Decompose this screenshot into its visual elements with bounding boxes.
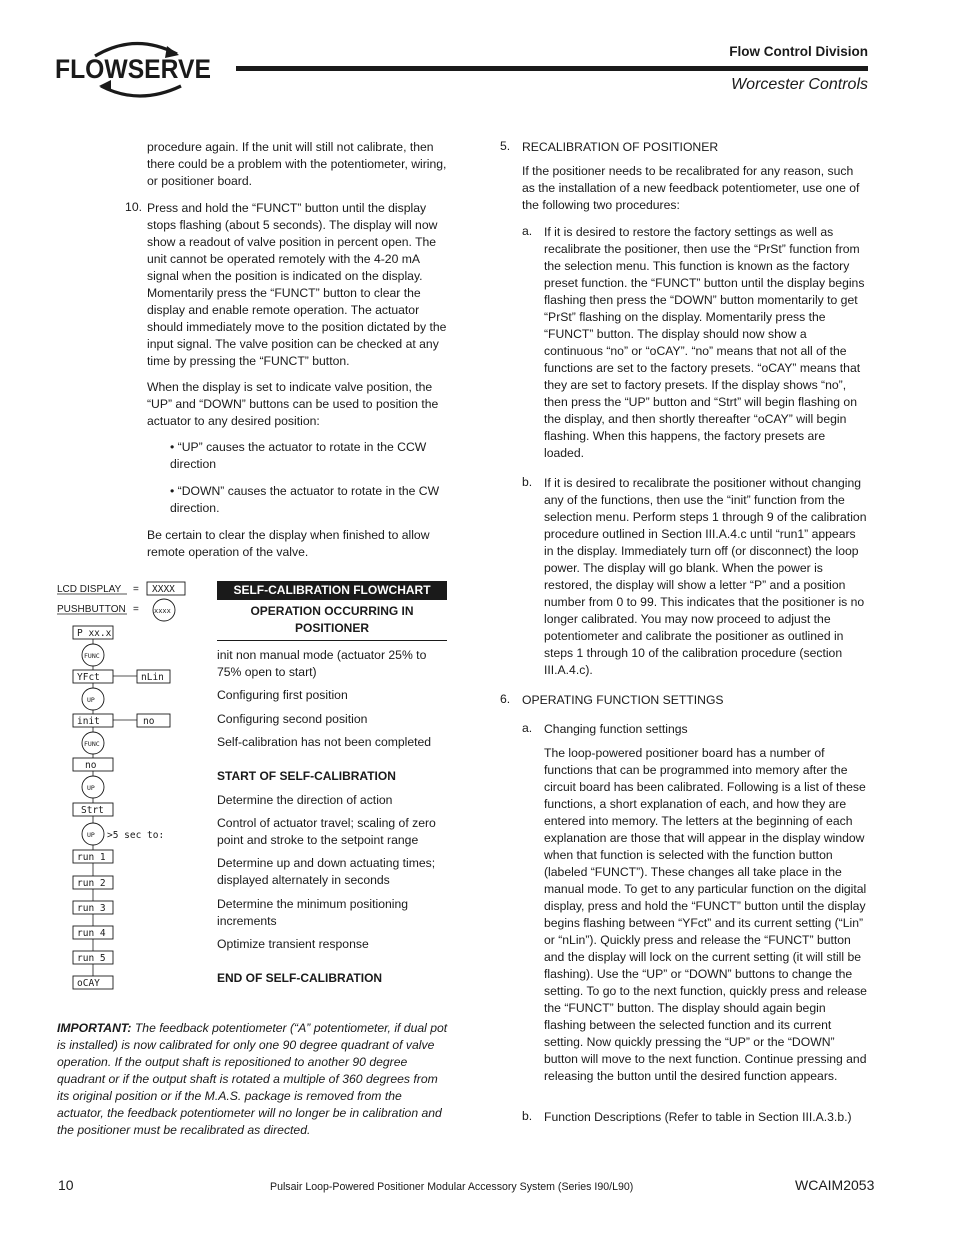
step-10-text: Press and hold the “FUNCT” button until the display stops flashing (about 5 seconds). The display will now show a readout of valve position in percent open. The unit cannot be operated remotely with the 4-20 mA signal when the position is indicated on the display. Momentarily press the “FUNCT” button to clear the display and enable remote operation. The actuator should immediately move to the position dictated by the input signal. The valve position can be checked at any time by pressing the “FUNCT” button. xyxy=(147,201,447,368)
section-5-title: RECALIBRATION OF POSITIONER xyxy=(522,140,719,154)
header-rule xyxy=(236,66,868,71)
button-step-8: UP xyxy=(87,784,95,792)
section-5-number: 5. xyxy=(500,139,511,153)
lcd-step-5: init xyxy=(77,716,100,727)
item-b2-marker: b. xyxy=(522,1109,533,1123)
item-a2-title: Changing function settings xyxy=(544,722,688,736)
lcd-step-5b: no xyxy=(143,716,155,727)
operation-6: Control of actuator travel; scaling of zero point and stroke to the setpoint range xyxy=(217,816,436,847)
item-a-text: If it is desired to restore the factory settings as well as recalibrate the positioner, then use the “PrSt” function from the selection menu. This function is known as the factory preset function. the “FUNCT” button until the display begins flashing then press the “DOWN” button momentarily to get “PrSt” flashing on the display. Momentarily press the “FUNCT” button. The display should now show a continuous “no” or “oCAY”. “no” means that not all of the functions are set to the factory presets. “oCAY” means that they are set to factory presets. If the display shows “no”, then press the “UP” button and “Strt” will begin flashing on the display, and then shortly thereafter “oCAY” will begin flashing. When this happens, the factory presets are loaded. xyxy=(544,225,865,460)
page-number: 10 xyxy=(58,1177,74,1193)
operation-5: Determine the direction of action xyxy=(217,793,393,807)
button-step-4: UP xyxy=(87,696,95,704)
footer-title: Pulsair Loop-Powered Positioner Modular Accessory System (Series I90/L90) xyxy=(270,1181,634,1193)
important-note xyxy=(57,1020,450,1139)
lcd-step-3b: nLin xyxy=(141,672,164,683)
lcd-step-7: no xyxy=(85,760,97,771)
lcd-run-4: run 4 xyxy=(77,928,106,939)
important-text: The feedback potentiometer (“A” potentiometer, if dual pot is installed) is now calibrated for only one 90 degree quadrant of valve operation. If the output shaft is repositioned to another 90 degree quadrant or if the output shaft is rotated a multiple of 360 degrees from its original position or if the M.A.S. package is removed from the actuator, the feedback potentiometer will no longer be in calibration and the positioner must be recalibrated as directed. xyxy=(57,1021,448,1137)
flowchart-header-rule xyxy=(217,640,447,641)
section-5-intro: If the positioner needs to be recalibrated for any reason, such as the installation of a new feedback potentiometer, use one of the following two procedures: xyxy=(522,164,860,212)
legend-lcd-sample: XXXX xyxy=(152,584,175,595)
lcd-run-2: run 2 xyxy=(77,878,106,889)
operation-9: Optimize transient response xyxy=(217,937,369,951)
lcd-step-1: P xx.x xyxy=(77,628,112,639)
operation-8: Determine the minimum positioning increments xyxy=(217,897,409,928)
start-of-calibration-label: START OF SELF-CALIBRATION xyxy=(217,769,396,783)
operation-3: Configuring second position xyxy=(217,712,368,726)
continued-paragraph: procedure again. If the unit will still not calibrate, then there could be a problem with the potentiometer, wiring, or positioner board. xyxy=(147,140,447,188)
flowchart-column-header: OPERATION OCCURRING IN POSITIONER xyxy=(250,604,414,635)
flowserve-logo xyxy=(55,36,215,100)
lcd-run-1: run 1 xyxy=(77,852,106,863)
item-a2-text: The loop-powered positioner board has a number of functions that can be programmed into memory after the circuit board has been calibrated. Following is a list of these functions, a short explanation of each, and how they are entered into memory. The letters at the beginning of each explanation are those that will appear in the display window when that function is selected with the function button (labeled “FUNCT”). These changes all take place in the manual mode. To get to any particular function on the digital display, press and hold the “FUNCT” button until the display begins flashing between “YFct” and its current setting (“Lin” or “nLin”). Quickly press and release the “FUNCT” button and the display will lock on the current setting (it will still be flashing). Use the “UP” or “DOWN” buttons to change the setting. To go to the next function, quickly press and release the “FUNCT” button. The display should again begin flashing between the selected function and its current setting. Now quickly pressing the “UP” or the “DOWN” button will move to the next function. Continue pressing and releasing the button until the desired function appears. xyxy=(544,746,867,1083)
company-name: Worcester Controls xyxy=(731,76,868,93)
section-6-number: 6. xyxy=(500,692,511,706)
important-label: IMPORTANT: xyxy=(57,1021,132,1035)
hold-time-label: >5 sec to: xyxy=(107,830,165,841)
position-paragraph: When the display is set to indicate valve position, the “UP” and “DOWN” buttons can be used to position the actuator to any desired position: xyxy=(147,380,439,428)
brand-wordmark: FLOWSERVE xyxy=(55,54,211,84)
end-of-calibration-label: END OF SELF-CALIBRATION xyxy=(217,971,383,985)
button-step-2: FUNC xyxy=(84,652,100,660)
legend-eq-1: = xyxy=(133,584,139,595)
lcd-step-3: YFct xyxy=(77,672,100,683)
operation-4: Self-calibration has not been completed xyxy=(217,735,432,749)
legend-push-label: PUSHBUTTON xyxy=(57,604,126,615)
document-number: WCAIM2053 xyxy=(795,1177,875,1193)
operation-2: Configuring first position xyxy=(217,688,348,702)
section-6-title: OPERATING FUNCTION SETTINGS xyxy=(522,693,724,707)
clear-display-paragraph: Be certain to clear the display when finished to allow remote operation of the valve. xyxy=(147,528,430,559)
lcd-run-3: run 3 xyxy=(77,903,106,914)
item-a-marker: a. xyxy=(522,224,533,238)
item-a2-marker: a. xyxy=(522,721,533,735)
lcd-end: oCAY xyxy=(77,978,100,989)
legend-eq-2: = xyxy=(133,604,139,615)
flowchart-diagram xyxy=(55,578,205,993)
item-b-marker: b. xyxy=(522,475,533,489)
operation-1: init non manual mode (actuator 25% to 75% open to start) xyxy=(217,648,427,679)
button-step-6: FUNC xyxy=(84,740,100,748)
legend-push-sample: xxxx xyxy=(154,607,171,615)
button-step-10: UP xyxy=(87,831,95,839)
item-b2-text: Function Descriptions (Refer to table in Section III.A.3.b.) xyxy=(544,1110,852,1124)
step-number: 10. xyxy=(125,200,142,214)
operation-7: Determine up and down actuating times; displayed alternately in seconds xyxy=(217,856,436,887)
flowchart-title: SELF-CALIBRATION FLOWCHART xyxy=(217,581,447,600)
legend-lcd-label: LCD DISPLAY xyxy=(57,584,122,595)
bullet-up: • “UP” causes the actuator to rotate in the CCW direction xyxy=(170,440,427,471)
division-name: Flow Control Division xyxy=(729,44,868,59)
item-b-text: If it is desired to recalibrate the positioner without changing any of the functions, then use the “init” function from the selection menu. Perform steps 1 through 9 of the calibration procedure outlined in Section III.A.4.c until “run1” appears in the display. Immediately turn off (or disconnect) the loop power. The display will go blank. When the power is restored, the display will show a letter “P” and a position number from 0 to 99. This indicates that the positioner is no longer calibrated. You may now proceed to adjust the potentiometer and calibrate the positioner as outlined in steps 1 through 10 of the calibration procedure (section III.A.4.c). xyxy=(544,476,867,677)
bullet-down: • “DOWN” causes the actuator to rotate in the CW direction. xyxy=(170,484,440,515)
lcd-step-9: Strt xyxy=(81,805,104,816)
lcd-run-5: run 5 xyxy=(77,953,106,964)
